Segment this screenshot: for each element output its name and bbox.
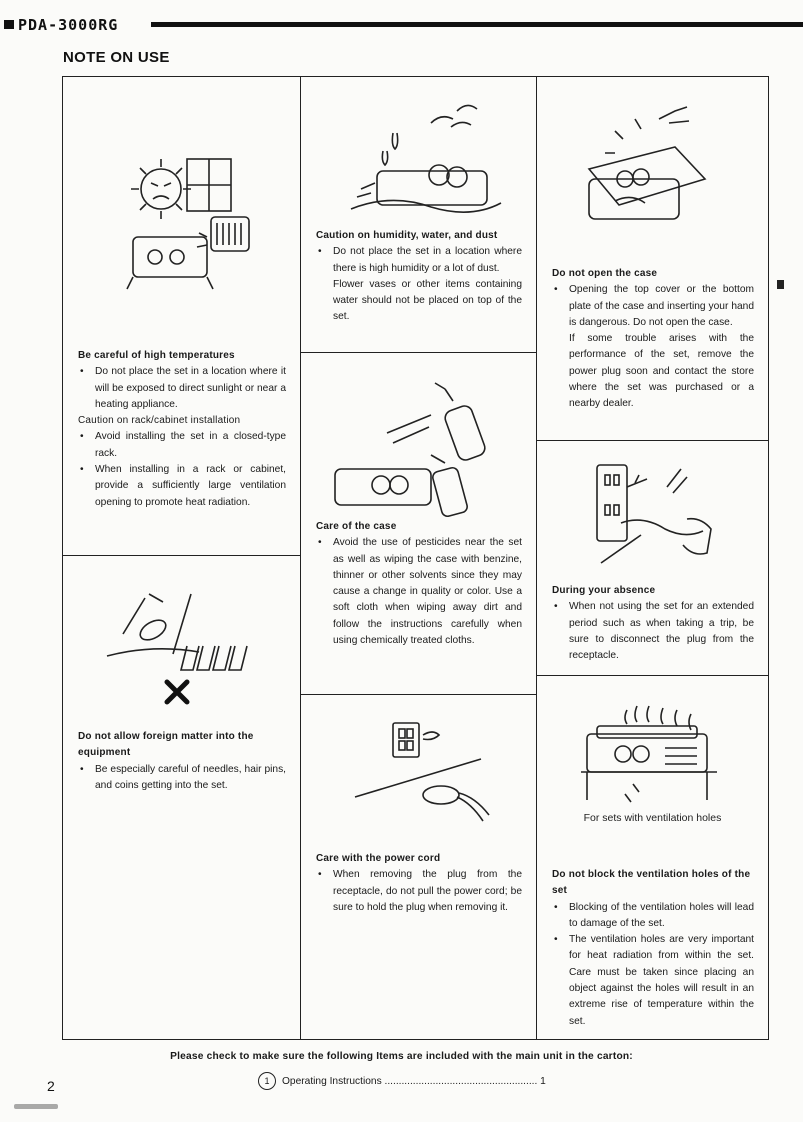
vent-heading: Do not block the ventilation holes of the set (552, 869, 751, 897)
cell-power-cord (301, 694, 536, 1041)
column-middle (300, 77, 536, 1039)
foreign-heading: Do not allow foreign matter into the equipment (78, 731, 254, 759)
list-item: • Be especially careful of needles, hair pins, and coins getting into the set. (78, 762, 286, 795)
open-case-illustration (575, 101, 735, 231)
cell-case-care (301, 352, 536, 694)
cell-high-temperature (63, 77, 300, 555)
cell-ventilation (537, 675, 768, 1041)
header-rule (151, 22, 803, 27)
high-temp-text (78, 348, 286, 511)
spray-illustration (327, 373, 507, 523)
foreign-matter-illustration (103, 574, 263, 714)
side-mark (777, 280, 784, 289)
list-item: • Do not place the set in a location where there is high humidity or a lot of dust. (316, 244, 522, 277)
footer-item (258, 1072, 546, 1090)
cell-foreign-matter (63, 555, 300, 1041)
list-item: • Do not place the set in a location where it will be exposed to direct sunlight or near a heating appliance. (78, 364, 286, 413)
ventilation-caption: For sets with ventilation holes (583, 812, 722, 824)
open-case-text (552, 266, 754, 413)
case-heading: Care of the case (316, 521, 397, 532)
cell-open-case (537, 77, 768, 440)
rack-heading: Caution on rack/cabinet installation (78, 415, 241, 427)
ventilation-illustration (577, 700, 727, 810)
cell-absence (537, 440, 768, 675)
note-grid (62, 76, 769, 1040)
open-paragraph: If some trouble arises with the performance of the set, remove the power plug soon and contact the store where the set was purchased or a nearby dealer. (569, 333, 754, 410)
item-label: Operating Instructions ...................................................... 1 (282, 1076, 546, 1087)
list-item: • Avoid installing the set in a closed-type rack. (78, 429, 286, 462)
high-temp-heading: Be careful of high temperatures (78, 350, 235, 361)
absence-text (552, 583, 754, 664)
page-title: NOTE ON USE (63, 49, 170, 66)
list-item: • When removing the plug from the receptacle, do not pull the power cord; be sure to hold the plug when removing it. (316, 867, 522, 916)
footer-check-text: Please check to make sure the following Items are included with the main unit in the carton: (170, 1051, 633, 1062)
cell-humidity (301, 77, 536, 352)
column-right (536, 77, 768, 1039)
list-item: • Opening the top cover or the bottom plate of the case and inserting your hand is dangerous. Do not open the case. (552, 282, 754, 331)
cord-heading: Care with the power cord (316, 853, 441, 864)
power-cord-illustration (351, 717, 491, 827)
model-name: PDA-3000RG (18, 16, 119, 34)
list-item: • The ventilation holes are very important for heat radiation from within the set. Care must be taken since placing an object against the holes will result in an extreme rise of temperature within the set. (552, 932, 754, 1030)
foreign-matter-text (78, 729, 286, 794)
humidity-heading: Caution on humidity, water, and dust (316, 230, 498, 241)
list-item: • When not using the set for an extended period such as when taking a trip, be sure to disconnect the plug from the receptacle. (552, 599, 754, 664)
page-number: 2 (47, 1078, 55, 1094)
scan-mark (14, 1104, 58, 1109)
humidity-illustration (331, 93, 511, 223)
ventilation-text (552, 867, 754, 1030)
case-care-text (316, 519, 522, 649)
list-item: • Avoid the use of pesticides near the set as well as wiping the case with benzine, thinner or other solvents since they may cause a change in quality or color. Use a soft cloth when wiping away dirt and follow the instructions carefully when using chemically treated cloths. (316, 535, 522, 649)
list-item: • Blocking of the ventilation holes will lead to damage of the set. (552, 900, 754, 933)
column-left (63, 77, 300, 1039)
power-cord-text (316, 851, 522, 916)
open-heading: Do not open the case (552, 268, 658, 279)
humidity-text (316, 228, 522, 326)
humidity-paragraph: Flower vases or other items containing water should not be placed on top of the set. (333, 278, 522, 323)
header-bar (0, 14, 803, 38)
list-item: • When installing in a rack or cabinet, provide a sufficiently large ventilation opening to promote heat radiation. (78, 462, 286, 511)
item-number: 1 (258, 1072, 276, 1090)
header-square-icon (4, 20, 14, 29)
unplug-illustration (577, 457, 727, 577)
sun-heater-illustration (103, 137, 263, 307)
absence-heading: During your absence (552, 585, 656, 596)
